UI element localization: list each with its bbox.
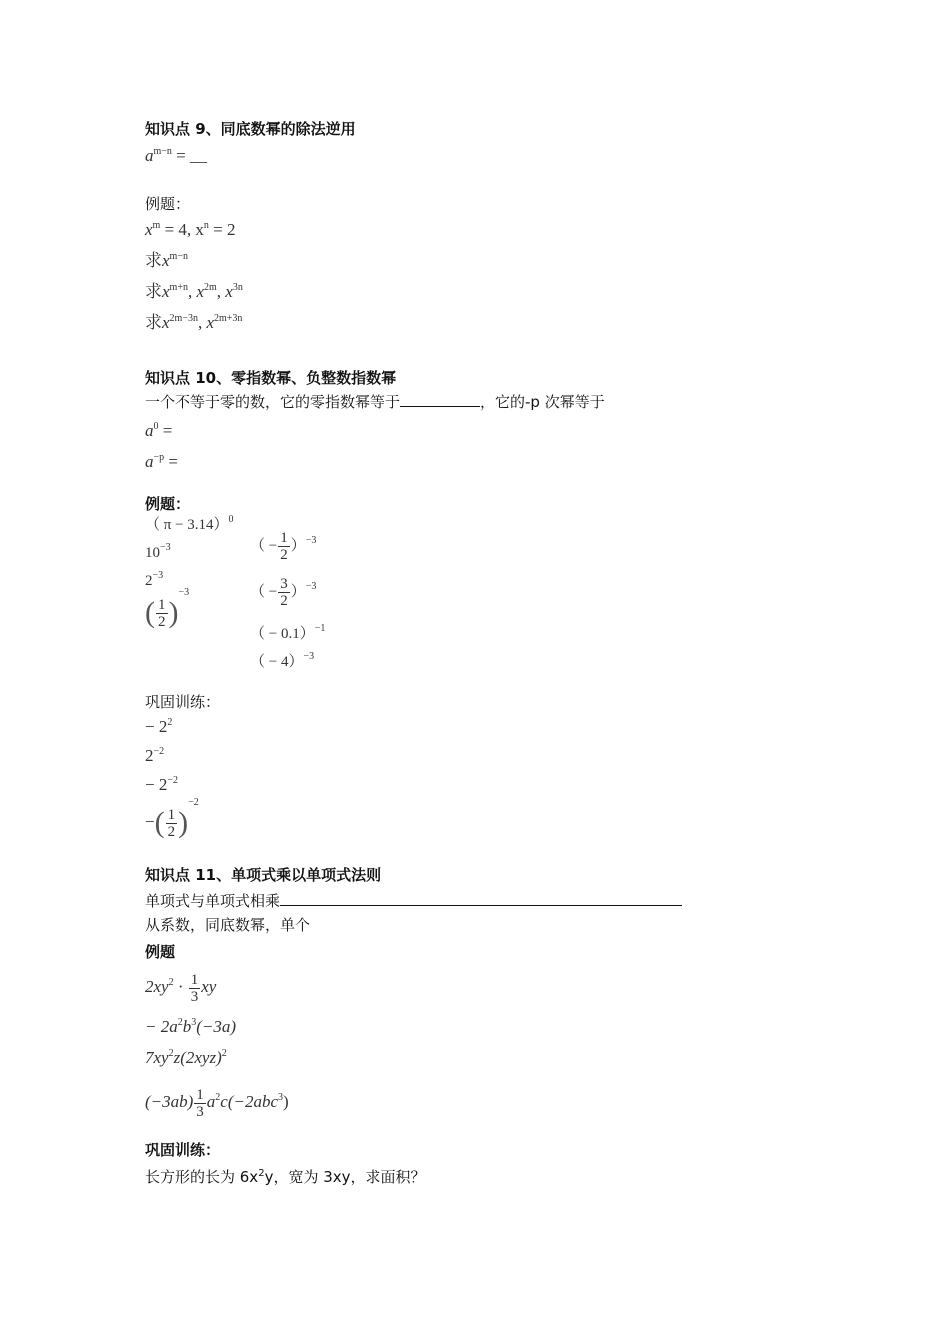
example-label-k11: 例题: [145, 943, 176, 961]
heading-k9: 知识点 9、同底数幂的除法逆用: [145, 120, 356, 138]
heading-k10: 知识点 10、零指数幂、负整数指数幂: [145, 369, 397, 387]
problem-k11: 长方形的长为 $6x^2y$，宽为 3xy，求面积？: [145, 1168, 426, 1186]
example-label-k9: 例题：: [145, 195, 191, 213]
formula-neg-k10: $a^{-p}$ =: [145, 452, 178, 471]
example-7-k10: （ − 0.1）$^{-1}$: [250, 623, 326, 642]
practice-2-k10: $2^{-2}$: [145, 746, 165, 765]
sentence-k10: 一个不等于零的数，它的零指数幂等于 ，它的-p 次幂等于: [145, 393, 605, 411]
example-4-k10: ( $\frac{1}{2}$ )$^{-3}$: [145, 587, 190, 630]
example-label-k10: 例题：: [145, 495, 191, 513]
question-2-k9: 求$x^{m+n}$, $x^{2m}$, $x^{3n}$: [145, 282, 243, 301]
example-2-k11: − $2a^2b^3(-3a)$: [145, 1017, 237, 1036]
practice-3-k10: − $2^{-2}$: [145, 775, 178, 794]
practice-label-k11: 巩固训练：: [145, 1141, 221, 1159]
example-8-k10: （ − 4）$^{-3}$: [250, 651, 315, 670]
blank-line: [400, 392, 480, 407]
example-3-k11: $7xy^2z(2xyz)^2$: [145, 1048, 227, 1067]
example-3-k10: $2^{-3}$: [145, 570, 164, 589]
question-1-k9: 求$x^{m-n}$: [145, 251, 188, 270]
heading-k11: 知识点 11、单项式乘以单项式法则: [145, 866, 382, 884]
blank-line: [280, 891, 682, 906]
practice-label-k10: 巩固训练：: [145, 693, 221, 711]
given-k9: $x^m = 4$, $x^n = 2$: [145, 220, 236, 239]
example-4-k11: (−3ab) $\frac{1}{3}$ $a^2c(-2abc^3)$: [145, 1086, 289, 1120]
example-1-k11: $2xy^2$ · $\frac{1}{3}$ xy: [145, 971, 217, 1005]
practice-1-k10: − $2^2$: [145, 717, 173, 736]
example-1-k10: （ π − 3.14）$^0$: [145, 514, 234, 533]
example-5-k10: （ − $\frac{1}{2}$ ）$^{-3}$: [250, 530, 317, 563]
formula-zero-k10: $a^0$ =: [145, 421, 173, 440]
example-2-k10: $10^{-3}$: [145, 542, 171, 561]
question-3-k9: 求$x^{2m-3n}$, $x^{2m+3n}$: [145, 313, 243, 332]
rule-k11: 单项式与单项式相乘: [145, 891, 682, 911]
hint-k11: 从系数，同底数幂，单个: [145, 916, 311, 934]
practice-4-k10: −( $\frac{1}{2}$ )$^{-2}$: [145, 797, 199, 840]
example-6-k10: （ − $\frac{3}{2}$ ）$^{-3}$: [250, 576, 317, 609]
formula-k9: $a^{m-n}$ = __: [145, 146, 208, 165]
